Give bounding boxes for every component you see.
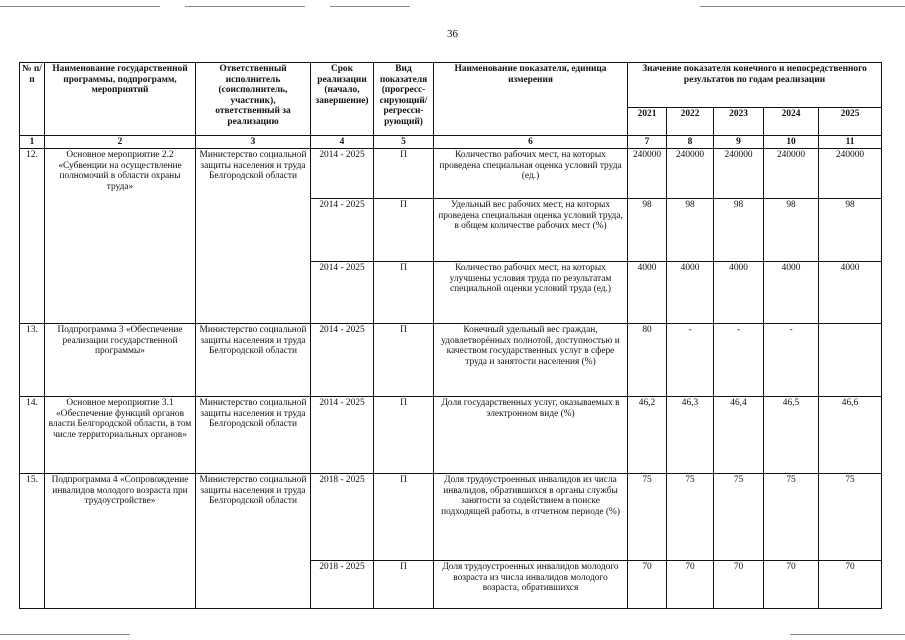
value-cell: 46,6 <box>819 397 882 474</box>
value-cell: - <box>714 324 764 397</box>
table-row <box>20 474 882 561</box>
term-cell: 2018 - 2025 <box>311 561 374 609</box>
value-cell: 75 <box>714 474 764 561</box>
type-cell: П <box>374 561 434 609</box>
header-executor: Ответственный исполнитель (соисполнитель, участник), ответственный за реализацию <box>196 63 311 136</box>
value-cell: 75 <box>819 474 882 561</box>
header-year: 2023 <box>714 108 764 136</box>
column-number: 4 <box>311 136 374 149</box>
header-term: Срок реализации (начало, завершение) <box>311 63 374 136</box>
type-cell: П <box>374 149 434 199</box>
term-cell: 2014 - 2025 <box>311 199 374 262</box>
term-cell: 2014 - 2025 <box>311 149 374 199</box>
column-number: 7 <box>628 136 667 149</box>
type-cell: П <box>374 262 434 324</box>
value-cell: 240000 <box>714 149 764 199</box>
executor-name: Министерство социальной защиты населения и труда Белгородской области <box>196 149 311 324</box>
column-number: 11 <box>819 136 882 149</box>
value-cell: 98 <box>667 199 714 262</box>
indicators-table <box>19 62 882 609</box>
executor-name: Министерство социальной защиты населения и труда Белгородской области <box>196 324 311 397</box>
executor-name: Министерство социальной защиты населения и труда Белгородской области <box>196 474 311 609</box>
column-number: 6 <box>434 136 628 149</box>
indicator-name: Доля трудоустроенных инвалидов из числа инвалидов, обратившихся в органы службы занятости за содействием в поиске подходящей работы, в отчетном периоде (%) <box>434 474 628 561</box>
term-cell: 2014 - 2025 <box>311 324 374 397</box>
type-cell: П <box>374 474 434 561</box>
value-cell: 98 <box>819 199 882 262</box>
bottom-rule-right <box>790 634 905 635</box>
type-cell: П <box>374 199 434 262</box>
value-cell: 70 <box>714 561 764 609</box>
row-number: 13. <box>20 324 45 397</box>
indicator-name: Количество рабочих мест, на которых улучшены условия труда по результатам специальной оценки условий труда (ед.) <box>434 262 628 324</box>
program-name: Подпрограмма 4 «Сопровождение инвалидов молодого возраста при трудоустройстве» <box>45 474 196 609</box>
value-cell: 4000 <box>628 262 667 324</box>
value-cell: 75 <box>764 474 819 561</box>
value-cell: 4000 <box>819 262 882 324</box>
top-rule-right <box>700 6 905 7</box>
table-row <box>20 324 882 397</box>
header-program: Наименование государственной программы, подпрограмм, мероприятий <box>45 63 196 136</box>
bottom-rule-left <box>0 634 130 635</box>
header-year: 2025 <box>819 108 882 136</box>
value-cell: 70 <box>764 561 819 609</box>
indicator-name: Конечный удельный вес граждан, удовлетворённых полнотой, доступностью и качеством государственных услуг в сфере труда и занятости населения (%) <box>434 324 628 397</box>
value-cell: 46,4 <box>714 397 764 474</box>
row-number: 12. <box>20 149 45 324</box>
value-cell: 46,5 <box>764 397 819 474</box>
value-cell: 70 <box>667 561 714 609</box>
program-name: Подпрограмма 3 «Обеспечение реализации государственной программы» <box>45 324 196 397</box>
value-cell: 70 <box>628 561 667 609</box>
top-rule-left <box>0 6 160 7</box>
value-cell: 98 <box>628 199 667 262</box>
value-cell: 46,3 <box>667 397 714 474</box>
indicator-name: Удельный вес рабочих мест, на которых проведена специальная оценка условий труда, в общем количестве рабочих мест (%) <box>434 199 628 262</box>
value-cell: 75 <box>667 474 714 561</box>
indicator-name: Количество рабочих мест, на которых проведена специальная оценка условий труда (ед.) <box>434 149 628 199</box>
top-rule-mid <box>185 6 305 7</box>
header-year: 2021 <box>628 108 667 136</box>
value-cell: 4000 <box>714 262 764 324</box>
value-cell: 240000 <box>764 149 819 199</box>
header-year: 2022 <box>667 108 714 136</box>
value-cell: 75 <box>628 474 667 561</box>
term-cell: 2014 - 2025 <box>311 397 374 474</box>
value-cell: 240000 <box>667 149 714 199</box>
value-cell: 240000 <box>628 149 667 199</box>
column-number: 10 <box>764 136 819 149</box>
executor-name: Министерство социальной защиты населения и труда Белгородской области <box>196 397 311 474</box>
header-values-group: Значение показателя конечного и непосредственного результатов по годам реализации <box>628 63 882 108</box>
value-cell: 80 <box>628 324 667 397</box>
term-cell: 2014 - 2025 <box>311 262 374 324</box>
column-number: 1 <box>20 136 45 149</box>
column-number: 3 <box>196 136 311 149</box>
value-cell: 4000 <box>667 262 714 324</box>
value-cell: 46,2 <box>628 397 667 474</box>
column-number: 8 <box>667 136 714 149</box>
value-cell: 98 <box>714 199 764 262</box>
indicator-name: Доля государственных услуг, оказываемых в электронном виде (%) <box>434 397 628 474</box>
header-no: № п/п <box>20 63 45 136</box>
type-cell: П <box>374 397 434 474</box>
value-cell: - <box>667 324 714 397</box>
header-type: Вид показателя (прогресс-сирующий/ регресси-рующий) <box>374 63 434 136</box>
page-number: 36 <box>447 28 458 40</box>
column-number: 5 <box>374 136 434 149</box>
header-year: 2024 <box>764 108 819 136</box>
program-name: Основное мероприятие 2.2 «Субвенции на осуществление полномочий в области охраны труда» <box>45 149 196 324</box>
column-number: 2 <box>45 136 196 149</box>
value-cell: 98 <box>764 199 819 262</box>
program-name: Основное мероприятие 3.1 «Обеспечение функций органов власти Белгородской области, в том числе территориальных органов» <box>45 397 196 474</box>
row-number: 15. <box>20 474 45 609</box>
value-cell <box>819 324 882 397</box>
column-number: 9 <box>714 136 764 149</box>
type-cell: П <box>374 324 434 397</box>
value-cell: - <box>764 324 819 397</box>
indicator-name: Доля трудоустроенных инвалидов молодого возраста из числа инвалидов молодого возраста, обратившихся <box>434 561 628 609</box>
value-cell: 4000 <box>764 262 819 324</box>
header-indicator: Наименование показателя, единица измерения <box>434 63 628 136</box>
top-rule-mid2 <box>330 6 410 7</box>
value-cell: 70 <box>819 561 882 609</box>
row-number: 14. <box>20 397 45 474</box>
table-row <box>20 149 882 199</box>
term-cell: 2018 - 2025 <box>311 474 374 561</box>
table-row <box>20 397 882 474</box>
value-cell: 240000 <box>819 149 882 199</box>
